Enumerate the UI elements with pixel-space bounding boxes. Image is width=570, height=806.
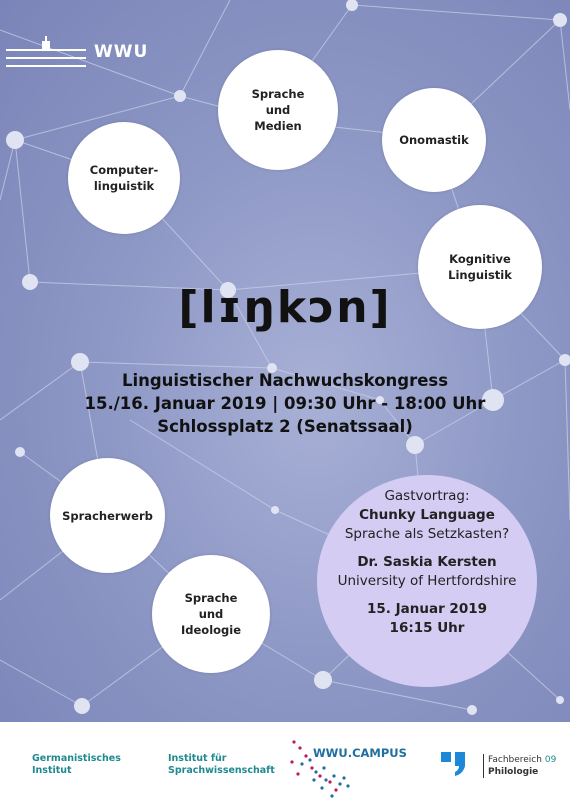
wwu-building-icon (6, 36, 86, 68)
wwu-logo-text: WWU (94, 42, 149, 62)
guest-time: 16:15 Uhr (389, 620, 465, 636)
topic-line: und (265, 103, 291, 117)
guest-lecture-circle (317, 475, 537, 687)
topic-spracherwerb (50, 458, 165, 573)
topic-sprache-medien (218, 50, 338, 170)
topic-onomastik (382, 88, 486, 192)
topic-line: Medien (254, 119, 302, 133)
footer-line: Institut (32, 765, 72, 776)
event-name: Linguistischer Nachwuchskongress (121, 371, 449, 390)
fachbereich-quote-icon (441, 752, 469, 776)
topic-line: Linguistik (448, 268, 512, 282)
wwu-logo (6, 36, 148, 68)
topic-line: Sprache (251, 87, 305, 101)
event-info (0, 369, 570, 438)
guest-talk-subtitle: Sprache als Setzkasten? (344, 526, 510, 542)
event-title: [lɪŋkɔn] (178, 282, 392, 333)
topic-line: Spracherwerb (62, 508, 153, 523)
event-date-time: 15./16. Januar 2019 | 09:30 Uhr - 18:00 Uhr (84, 394, 486, 413)
guest-speaker: Dr. Saskia Kersten (357, 554, 497, 570)
fachbereich-text: Fachbereich (488, 755, 542, 765)
philologie-text: Philologie (488, 767, 539, 777)
guest-label: Gastvortrag: (384, 488, 470, 504)
footer-line: Sprachwissenschaft (168, 765, 275, 776)
topic-sprache-ideologie (152, 555, 270, 673)
guest-date: 15. Januar 2019 (366, 601, 487, 617)
topic-line: Sprache (184, 591, 238, 605)
sprachwissenschaft-institut-label (168, 753, 275, 777)
fachbereich-label (483, 754, 556, 778)
topic-line: Ideologie (180, 623, 242, 637)
topic-line: Kognitive (449, 252, 511, 266)
topic-line: Onomastik (399, 133, 469, 147)
topic-line: linguistik (93, 179, 155, 193)
fachbereich-number: 09 (544, 755, 557, 765)
germanistisches-institut-label (32, 753, 121, 777)
topic-computerlinguistik (68, 122, 180, 234)
guest-talk-title: Chunky Language (359, 507, 495, 523)
event-location: Schlossplatz 2 (Senatssaal) (157, 417, 413, 436)
footer-line: Germanistisches (32, 753, 121, 764)
wwu-campus-label: WWU.CAMPUS (313, 746, 407, 760)
topic-line: Computer- (89, 163, 159, 177)
guest-affiliation: University of Hertfordshire (337, 573, 517, 589)
topic-line: und (198, 607, 224, 621)
footer-line: Institut für (168, 753, 227, 764)
